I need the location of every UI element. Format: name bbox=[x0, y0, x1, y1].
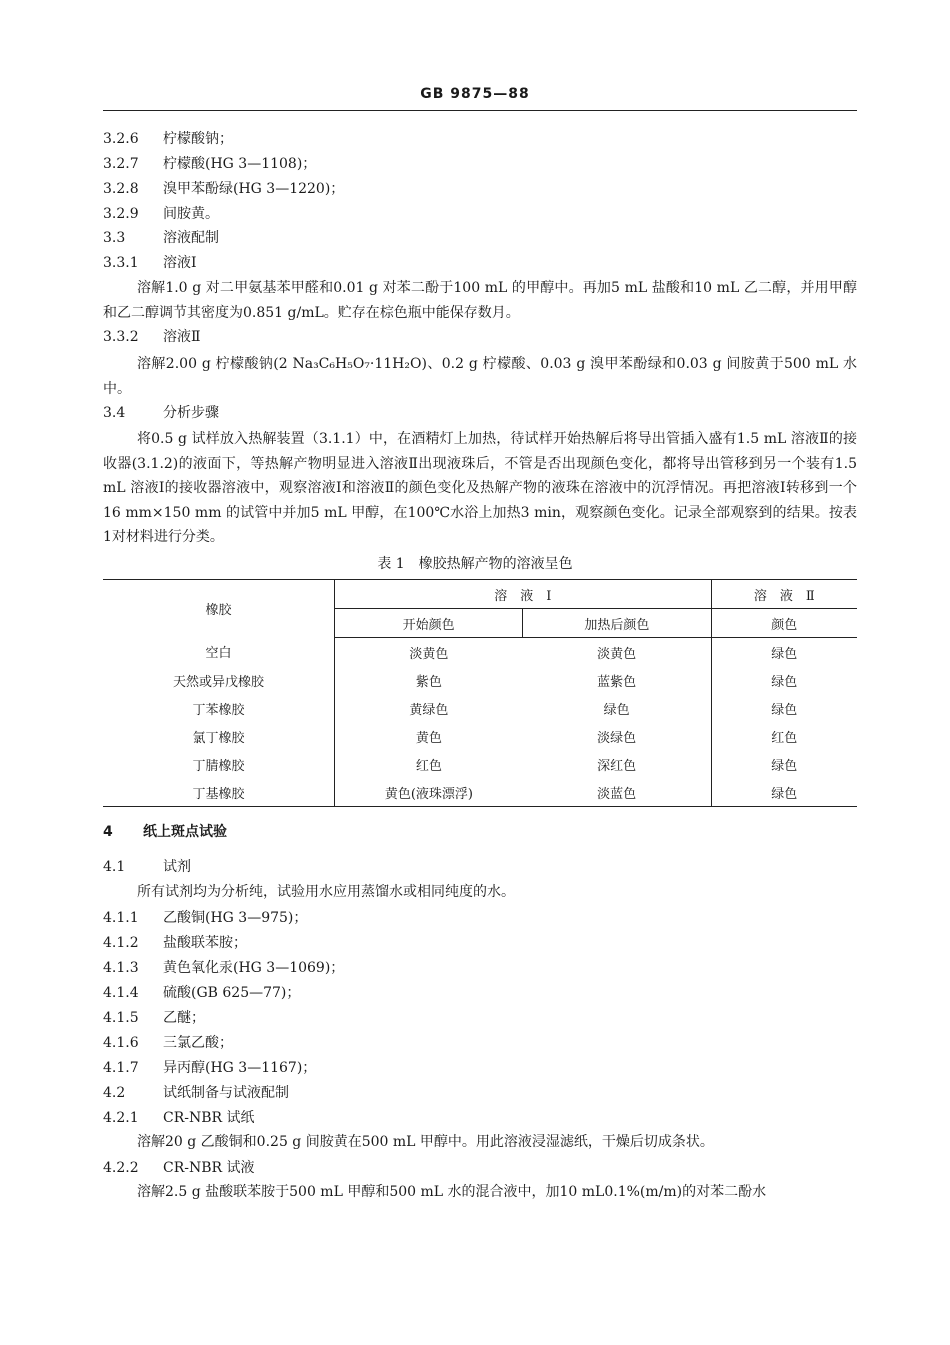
table-row bbox=[103, 666, 857, 694]
paragraph-3-4: 将0.5 g 试样放入热解装置（3.1.1）中，在酒精灯上加热，待试样开始热解后将导出管插入盛有1.5 mL 溶液Ⅱ的接收器(3.1.2)的液面下，等热解产物明显进入溶液Ⅱ出现液珠后，不管是否出现颜色变化，都将导出管移到另一个装有1.5 mL 溶液Ⅰ的接收器溶液中，观察溶液Ⅰ和溶液Ⅱ的颜色变化及热解产物的液珠在溶液中的沉浮情况。再把溶液Ⅰ转移到一个16 mm×150 mm 的试管中并加5 mL 甲醇，在100℃水浴上加热3 min，观察颜色变化。记录全部观察到的结果。按表1对材料进行分类。 bbox=[103, 431, 857, 545]
item-4-1-7: 4.1.7 异丙醇(HG 3—1167)； bbox=[103, 1060, 317, 1076]
col-header-heated-color: 加热后颜色 bbox=[523, 609, 711, 638]
table-row bbox=[103, 638, 857, 667]
cell-rubber: 空白 bbox=[103, 638, 335, 667]
table-1 bbox=[103, 579, 857, 807]
item-4-1-4: 4.1.4 硫酸(GB 625—77)； bbox=[103, 985, 301, 1001]
table-row bbox=[103, 750, 857, 778]
cell-rubber: 丁腈橡胶 bbox=[103, 750, 335, 778]
cell-heated: 淡黄色 bbox=[523, 638, 711, 667]
col-header-initial-color: 开始颜色 bbox=[335, 609, 523, 638]
heading-3-3-1: 3.3.1 溶液Ⅰ bbox=[103, 255, 197, 271]
heading-4-2-2: 4.2.2 CR-NBR 试液 bbox=[103, 1160, 255, 1176]
item-4-1-2: 4.1.2 盐酸联苯胺； bbox=[103, 935, 247, 951]
table-caption: 表 1 橡胶热解产物的溶液呈色 bbox=[377, 556, 573, 572]
heading-4-2-1: 4.2.1 CR-NBR 试纸 bbox=[103, 1110, 255, 1126]
paragraph-4-2-1: 溶解20 g 乙酸铜和0.25 g 间胺黄在500 mL 甲醇中。用此溶液浸湿滤纸，干燥后切成条状。 bbox=[137, 1134, 714, 1150]
col-header-solution-2: 溶 液 Ⅱ bbox=[711, 580, 857, 609]
cell-sol2: 绿色 bbox=[771, 674, 798, 690]
col-header-rubber: 橡胶 bbox=[103, 580, 335, 638]
cell-initial: 黄色 bbox=[415, 730, 442, 746]
heading-section-4: 4 纸上斑点试验 bbox=[103, 824, 227, 840]
cell-heated: 深红色 bbox=[523, 750, 711, 778]
table-row bbox=[103, 722, 857, 750]
cell-heated: 淡蓝色 bbox=[523, 778, 711, 807]
item-3-2-9: 3.2.9 间胺黄。 bbox=[103, 206, 219, 222]
paragraph-4-2-2: 溶解2.5 g 盐酸联苯胺于500 mL 甲醇和500 mL 水的混合液中，加10 mL0.1%(m/m)的对苯二酚水 bbox=[137, 1184, 767, 1200]
cell-initial: 紫色 bbox=[415, 674, 442, 690]
table-row bbox=[103, 694, 857, 722]
item-3-2-8: 3.2.8 溴甲苯酚绿(HG 3—1220)； bbox=[103, 181, 345, 197]
col-header-solution-1: 溶 液 Ⅰ bbox=[335, 580, 711, 609]
paragraph-3-3-1: 溶解1.0 g 对二甲氨基苯甲醛和0.01 g 对苯二酚于100 mL 的甲醇中。再加5 mL 盐酸和10 mL 乙二醇，并用甲醇和乙二醇调节其密度为0.851 g/mL。贮存在棕色瓶中能保存数月。 bbox=[103, 280, 857, 321]
heading-3-3-2: 3.3.2 溶液Ⅱ bbox=[103, 329, 201, 345]
item-4-1-6: 4.1.6 三氯乙酸； bbox=[103, 1035, 233, 1051]
item-4-1-5: 4.1.5 乙醚； bbox=[103, 1010, 205, 1026]
paragraph-3-3-2: 溶解2.00 g 柠檬酸钠(2 Na₃C₆H₅O₇·11H₂O)、0.2 g 柠檬酸、0.03 g 溴甲苯酚绿和0.03 g 间胺黄于500 mL 水中。 bbox=[103, 356, 857, 397]
item-3-2-7: 3.2.7 柠檬酸(HG 3—1108)； bbox=[103, 156, 317, 172]
item-4-1-1: 4.1.1 乙酸铜(HG 3—975)； bbox=[103, 910, 308, 926]
heading-4-2: 4.2 试纸制备与试液配制 bbox=[103, 1085, 289, 1101]
table-row bbox=[103, 778, 857, 807]
cell-sol2: 绿色 bbox=[771, 646, 798, 662]
col-header-color: 颜色 bbox=[711, 609, 857, 638]
cell-initial: 淡黄色 bbox=[409, 646, 449, 662]
cell-sol2: 红色 bbox=[771, 730, 798, 746]
item-4-1-3: 4.1.3 黄色氧化汞(HG 3—1069)； bbox=[103, 960, 345, 976]
cell-heated: 绿色 bbox=[523, 694, 711, 722]
cell-rubber: 氯丁橡胶 bbox=[103, 722, 335, 750]
heading-4-1: 4.1 试剂 bbox=[103, 859, 191, 875]
paragraph-4-1: 所有试剂均为分析纯，试验用水应用蒸馏水或相同纯度的水。 bbox=[137, 884, 515, 900]
cell-initial: 红色 bbox=[415, 758, 442, 774]
heading-3-3: 3.3 溶液配制 bbox=[103, 230, 219, 246]
heading-3-4: 3.4 分析步骤 bbox=[103, 405, 219, 421]
header-rule bbox=[103, 110, 857, 111]
cell-initial: 黄色(液珠漂浮) bbox=[335, 778, 523, 807]
cell-rubber: 丁苯橡胶 bbox=[103, 694, 335, 722]
cell-sol2: 绿色 bbox=[771, 702, 798, 718]
cell-sol2: 绿色 bbox=[711, 778, 857, 807]
document-header: GB 9875—88 bbox=[420, 86, 530, 102]
cell-heated: 蓝紫色 bbox=[523, 666, 711, 694]
cell-rubber: 丁基橡胶 bbox=[103, 778, 335, 807]
cell-sol2: 绿色 bbox=[771, 758, 798, 774]
item-3-2-6: 3.2.6 柠檬酸钠； bbox=[103, 131, 233, 147]
cell-rubber: 天然或异戊橡胶 bbox=[103, 666, 335, 694]
cell-initial: 黄绿色 bbox=[409, 702, 449, 718]
cell-heated: 淡绿色 bbox=[523, 722, 711, 750]
